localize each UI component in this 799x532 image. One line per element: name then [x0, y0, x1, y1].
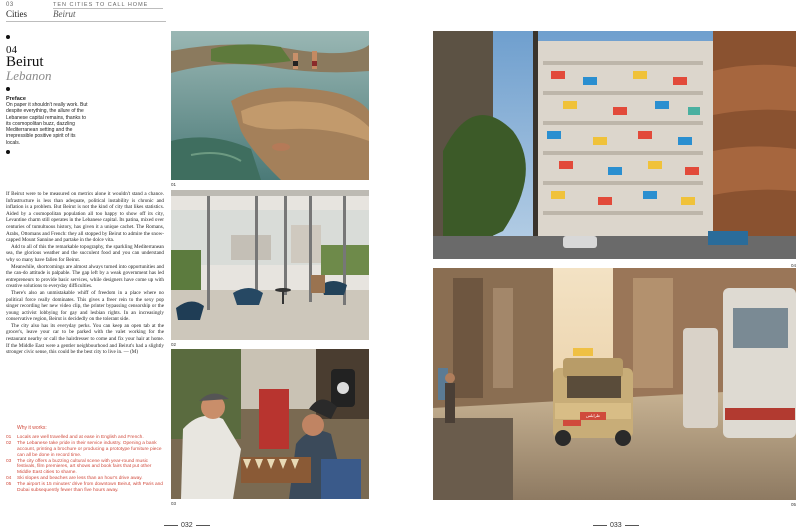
folio-rule [196, 525, 210, 526]
why-item-text: Locals are well travelled and at ease in English and French. [17, 434, 144, 440]
folio-right-number: 033 [610, 522, 622, 529]
body-paragraph: Meanwhile, shortcomings are almost always turned into opportunities and the can-do attitude is palpable. The gap left by a weak government has led entrepreneurs to provide basic services, while designers have come up with creative solutions to everyday difficulties. [6, 263, 164, 290]
caption-05: 05 [791, 502, 797, 507]
why-item-text: The airport is 15 minutes' drive from downtown Beirut, with Paris and Dubai subsequently fewer than five hours away. [17, 482, 163, 494]
section-name: Cities [6, 9, 28, 19]
body-paragraph: Add to all of this the remarkable topography, the sparkling Mediterranean sea, the glorious weather and the succulent food and you can understand why so many have fallen for Beirut. [6, 243, 164, 263]
bullet-dot [6, 87, 10, 91]
photo-colourful-building [433, 31, 796, 259]
caption-03: 03 [171, 501, 177, 506]
taxi-license-plate: طرابلس [580, 412, 606, 420]
header-rule-left [6, 21, 166, 22]
photo-rocky-coast [171, 31, 369, 180]
running-city: Beirut [53, 9, 76, 19]
why-item-number: 03 [6, 458, 12, 464]
caption-01: 01 [171, 182, 177, 187]
why-item-text: The city offers a buzzing cultural scene with year-round music festivals, film premieres, art shows and book fairs that put other Middle East cities to shame. [17, 458, 152, 476]
body-text [6, 191, 164, 356]
why-it-works [6, 426, 164, 494]
photo-backgammon-players [171, 349, 369, 499]
caption-04: 04 [791, 263, 797, 268]
chapter-number: 04 [6, 44, 17, 56]
folio-rule [593, 525, 607, 526]
why-item-number: 05 [6, 482, 12, 488]
why-item [6, 482, 164, 494]
why-item [6, 441, 164, 459]
chapter-country: Lebanon [6, 68, 52, 83]
body-paragraph: The city also has its everyday perks. You can keep an open tab at the grocer's, leave your car to be parked with the valet working for the restaurant nearby or call the hairdresser to come and fix your hair at home. If the Middle East were a gentler neighbourhood and Beirut's had a slightly stronger civic sense, this could be the best city to live in. — (M) [6, 322, 164, 356]
chapter-city: Beirut [6, 54, 44, 70]
body-paragraph: If Beirut were to be measured on metrics alone it wouldn't stand a chance. Infrastructure is less than adequate, political instability is chronic and inflation is a problem. But Beirut is not the kind of city that likes statistics. Aided by a cosmopolitan population all too happy to show off its city, Levantine charm still operates in the Lebanese capital. Its patina, mixed over centuries of tumultuous history, has given it a unique cachet. The Romans, Arabs, Ottomans and French: they all stopped by Beirut to admire the snow-capped Mount Sannine and partake in the dolce vita. [6, 191, 165, 244]
photo-terrace-chairs [171, 190, 369, 340]
why-item [6, 459, 164, 477]
why-item-text: The Lebanese take pride in their service industry. Opening a bank account, printing a brochure or producing a prototype furniture piece can all be done in record time. [17, 440, 162, 458]
header-rule-kicker [53, 8, 163, 9]
bullet-dot [6, 35, 10, 39]
why-title: Why it works: [17, 425, 47, 431]
preface-heading: Preface [6, 96, 26, 102]
photo-street-taxi [433, 268, 796, 500]
why-item-number: 01 [6, 434, 12, 440]
section-number: 03 [6, 2, 14, 8]
folio-left [164, 522, 210, 529]
why-item-text: Ski slopes and beaches are less than an hour's drive away. [17, 476, 143, 482]
bullet-dot [6, 150, 10, 154]
preface-text: On paper it shouldn't really work. But despite everything, the allure of the Lebanese capital remains, thanks to its cosmopolitan buzz, dazzling Mediterranean setting and the irrepressible positive spirit of its locals. [6, 102, 88, 146]
caption-02: 02 [171, 342, 177, 347]
why-item-number: 02 [6, 440, 12, 446]
folio-left-number: 032 [181, 522, 193, 529]
running-kicker: TEN CITIES TO CALL HOME [53, 2, 149, 8]
body-paragraph: There's also an unmistakable whiff of freedom in a place where no political force really dominates. This gives a freer rein to the sexy pop singer recording her new video clip, the printer bypassing censorship or the young activist lobbying for gay and lesbian rights. In an increasingly conservative region, Beirut is decidedly on the tolerant side. [6, 289, 164, 323]
folio-right [593, 522, 639, 529]
folio-rule [164, 525, 178, 526]
why-item-number: 04 [6, 476, 12, 482]
folio-rule [625, 525, 639, 526]
